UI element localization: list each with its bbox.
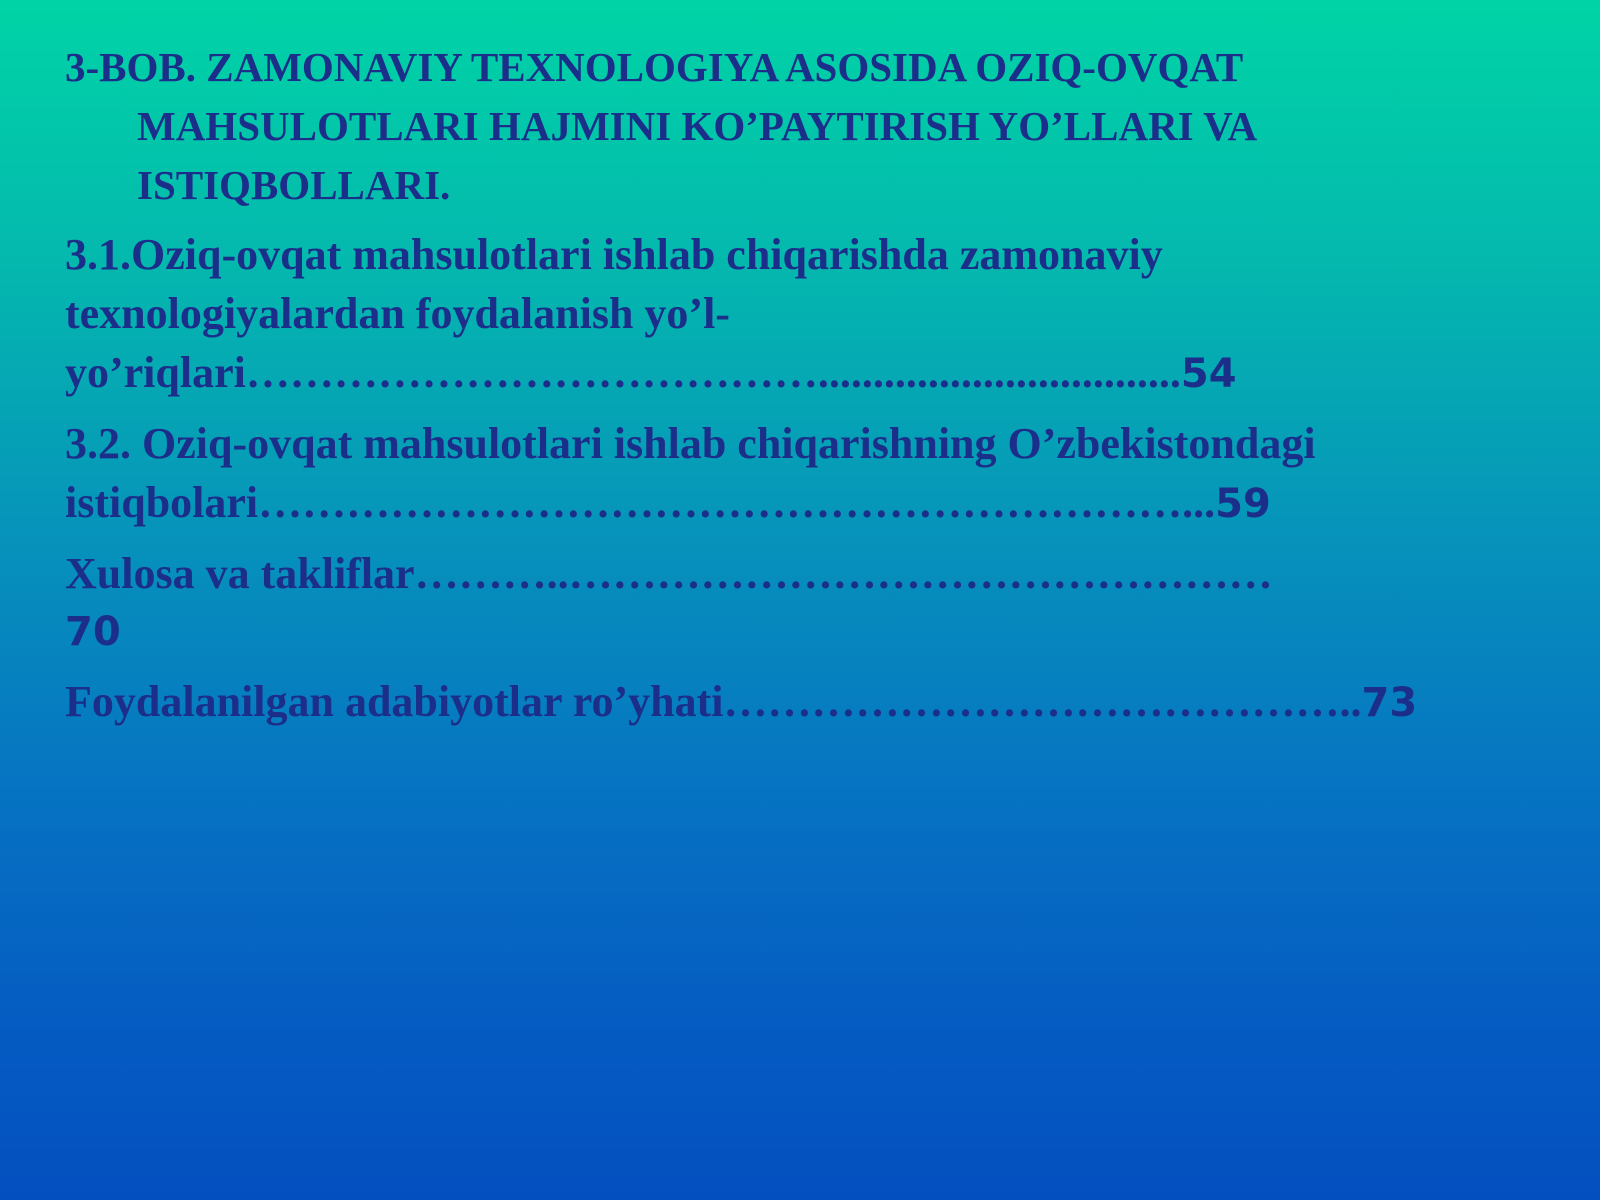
toc-entry-references bbox=[65, 672, 1575, 733]
toc-entry-conclusions bbox=[65, 544, 1575, 662]
page-number: 70 bbox=[65, 609, 121, 655]
toc-entry-text: istiqbolari………………………………………………………... bbox=[65, 478, 1216, 527]
toc-entry-text: texnologiyalardan foydalanish yo’l- bbox=[65, 289, 730, 338]
page-number: 54 bbox=[1180, 351, 1237, 397]
toc-entry-text: Xulosa va takliflar………..………………………………………… bbox=[65, 549, 1273, 598]
toc-entry-3-1 bbox=[65, 225, 1575, 404]
chapter-heading: 3-BOB. ZAMONAVIY TEXNOLOGIYA ASOSIDA OZIQ-OVQAT MAHSULOTLARI HAJMINI KO’PAYTIRISH YO’LLARI VA ISTIQBOLLARI. bbox=[65, 44, 1255, 208]
toc-entry-3-2 bbox=[65, 414, 1575, 534]
toc-entry-text: 3.1.Oziq-ovqat mahsulotlari ishlab chiqarishda zamonaviy bbox=[65, 230, 1163, 279]
toc-entry-text: yo’riqlari…………………………………................................. bbox=[65, 348, 1181, 397]
toc-entry-text: 3.2. Oziq-ovqat mahsulotlari ishlab chiqarishning O’zbekistondagi bbox=[65, 419, 1316, 468]
table-of-contents bbox=[65, 38, 1575, 743]
page-number: 73 bbox=[1361, 680, 1418, 726]
page-number: 59 bbox=[1215, 481, 1271, 527]
toc-entry-text: Foydalanilgan adabiyotlar ro’yhati…………………………………….. bbox=[65, 677, 1362, 726]
